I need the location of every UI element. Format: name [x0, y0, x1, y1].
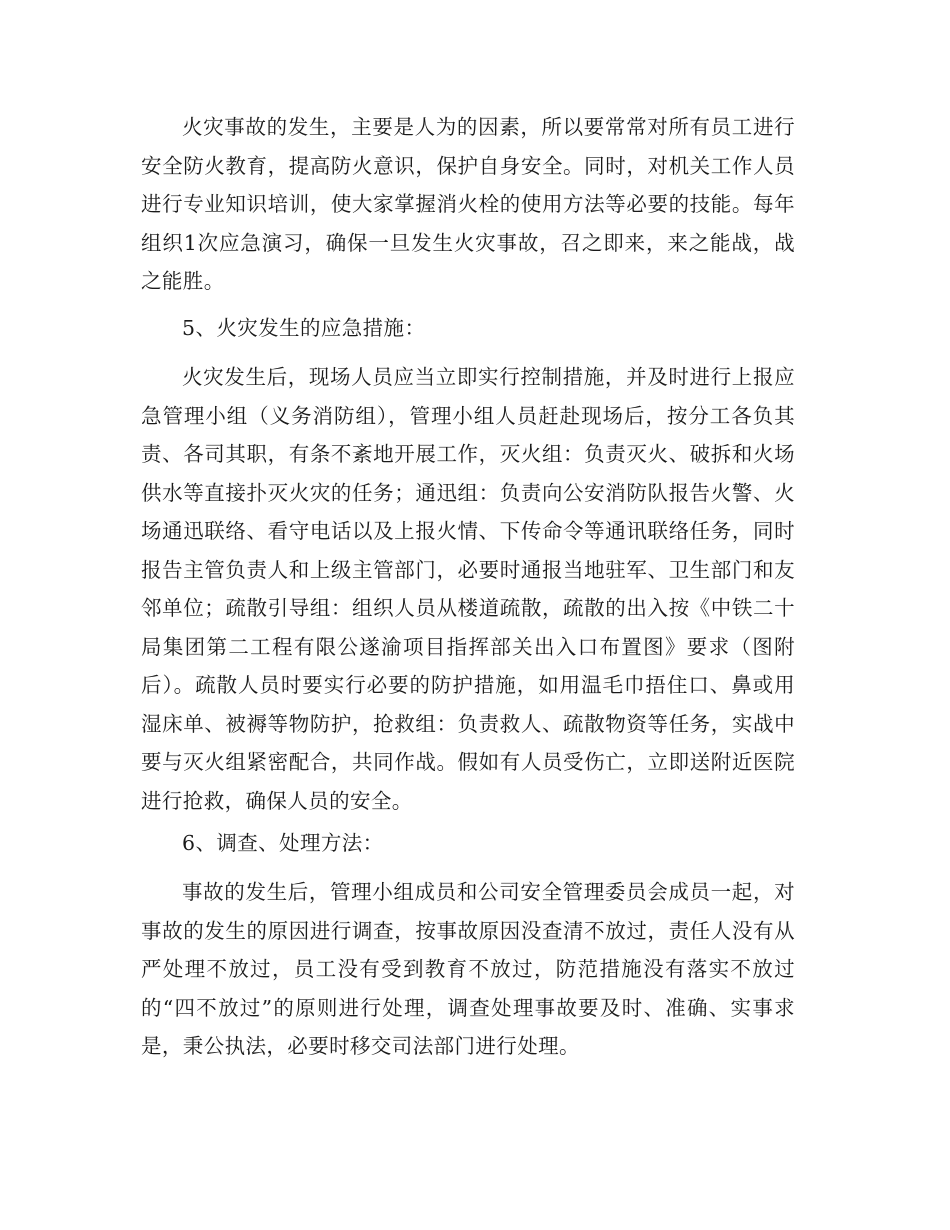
- document-container-4: [141, 824, 795, 863]
- document-container-5: [141, 873, 795, 1066]
- section-heading-6: 6、调查、处理方法：: [182, 831, 384, 855]
- document-container-1: [141, 108, 795, 301]
- paragraph-emergency-measures: 火灾发生后，现场人员应当立即实行控制措施，并及时进行上报应急管理小组（义务消防组），管理小组人员赶赴现场后，按分工各负其责、各司其职，有条不紊地开展工作，灭火组：负责灭火、破拆和火场供水等直接扑灭火灾的任务；通迅组：负责向公安消防队报告火警、火场通迅联络、看守电话以及上报火情、下传命令等通讯联络任务，同时报告主管负责人和上级主管部门，必要时通报当地驻军、卫生部门和友邻单位；疏散引导组：组织人员从楼道疏散，疏散的出入按《中铁二十局集团第二工程有限公遂渝项目指挥部关出入口布置图》要求（图附后）。疏散人员时要实行必要的防护措施，如用温毛巾捂住口、鼻或用湿床单、被褥等物防护，抢救组：负责救人、疏散物资等任务，实战中要与灭火组紧密配合，共同作战。假如有人员受伤亡，立即送附近医院进行抢救，确保人员的安全。: [141, 365, 795, 813]
- section-heading-5: 5、火灾发生的应急措施：: [182, 316, 426, 340]
- paragraph-fire-prevention-education: 火灾事故的发生，主要是人为的因素，所以要常常对所有员工进行安全防火教育，提高防火意识，保护自身安全。同时，对机关工作人员进行专业知识培训，使大家掌握消火栓的使用方法等必要的技能。每年组织1次应急演习，确保一旦发生火灾事故，召之即来，来之能战，战之能胜。: [141, 115, 795, 293]
- document-container-3: [141, 358, 795, 820]
- paragraph-investigation-handling: 事故的发生后，管理小组成员和公司安全管理委员会成员一起，对事故的发生的原因进行调查，按事故原因没查清不放过，责任人没有从严处理不放过，员工没有受到教育不放过，防范措施没有落实不放过的“四不放过”的原则进行处理，调查处理事故要及时、准确、实事求是，秉公执法，必要时移交司法部门进行处理。: [141, 880, 795, 1058]
- document-container-2: [141, 309, 795, 348]
